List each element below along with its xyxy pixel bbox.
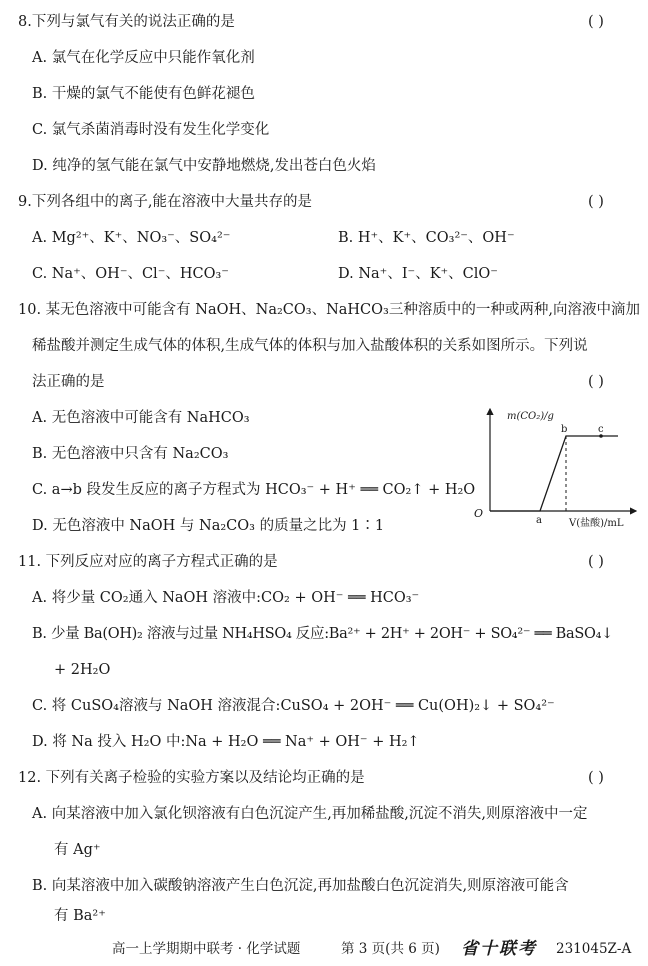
q11-option-c: C. 将 CuSO₄溶液与 NaOH 溶液混合:CuSO₄ + 2OH⁻ ══ Cu(OH)₂↓ + SO₄²⁻ (32, 698, 555, 714)
q11-option-a: A. 将少量 CO₂通入 NaOH 溶液中:CO₂ + OH⁻ ══ HCO₃⁻ (32, 590, 420, 606)
q11-answer-paren: ( ) (588, 554, 604, 570)
q12-option-a-line2: 有 Ag⁺ (54, 842, 101, 858)
graph-point-c-label: c (598, 424, 604, 435)
q8-option-c: C. 氯气杀菌消毒时没有发生化学变化 (32, 122, 270, 138)
co2-curve (490, 436, 618, 511)
q8-option-d: D. 纯净的氢气能在氯气中安静地燃烧,发出苍白色火焰 (32, 158, 376, 174)
footer-exam-title: 高一上学期期中联考 · 化学试题 (112, 941, 301, 957)
q10-stem-line3: 法正确的是 (32, 374, 105, 390)
q8-answer-paren: ( ) (588, 14, 604, 30)
graph-point-a-label: a (536, 515, 542, 526)
q9-option-c: C. Na⁺、OH⁻、Cl⁻、HCO₃⁻ (32, 266, 229, 282)
q12-stem: 12. 下列有关离子检验的实验方案以及结论均正确的是 (18, 770, 365, 786)
q12-option-b-line1: B. 向某溶液中加入碳酸钠溶液产生白色沉淀,再加盐酸白色沉淀消失,则原溶液可能含 (32, 878, 569, 894)
q8-option-a: A. 氯气在化学反应中只能作氧化剂 (32, 50, 255, 66)
q8-stem: 8.下列与氯气有关的说法正确的是 (18, 14, 235, 30)
q10-option-b: B. 无色溶液中只含有 Na₂CO₃ (32, 446, 229, 462)
q12-option-a-line1: A. 向某溶液中加入氯化钡溶液有白色沉淀产生,再加稀盐酸,沉淀不消失,则原溶液中一定 (32, 806, 588, 822)
q10-answer-paren: ( ) (588, 374, 604, 390)
page-footer (0, 937, 648, 961)
footer-brand-logo: 省十联考 (461, 939, 537, 959)
q10-co2-graph (470, 405, 640, 530)
q10-stem-line2: 稀盐酸并测定生成气体的体积,生成气体的体积与加入盐酸体积的关系如图所示。下列说 (32, 338, 588, 354)
q8-option-b: B. 干燥的氯气不能使有色鲜花褪色 (32, 86, 255, 102)
graph-point-b-label: b (561, 424, 568, 435)
q10-stem-line1: 10. 某无色溶液中可能含有 NaOH、Na₂CO₃、NaHCO₃三种溶质中的一种或两种,向溶液中滴加 (18, 302, 640, 318)
q12-answer-paren: ( ) (588, 770, 604, 786)
q9-option-b: B. H⁺、K⁺、CO₃²⁻、OH⁻ (338, 230, 515, 246)
footer-exam-code: 231045Z-A (556, 941, 632, 957)
graph-origin-label: O (474, 507, 484, 520)
q12-option-b-line2: 有 Ba²⁺ (54, 908, 106, 924)
q10-option-d: D. 无色溶液中 NaOH 与 Na₂CO₃ 的质量之比为 1∶1 (32, 518, 385, 534)
graph-y-label: m(CO₂)/g (507, 411, 554, 422)
q10-option-c: C. a→b 段发生反应的离子方程式为 HCO₃⁻ + H⁺ ══ CO₂↑ + H₂O (32, 482, 476, 498)
q11-option-b-line2: + 2H₂O (54, 662, 111, 678)
q9-stem: 9.下列各组中的离子,能在溶液中大量共存的是 (18, 194, 312, 210)
q9-answer-paren: ( ) (588, 194, 604, 210)
graph-x-label: V(盐酸)/mL (569, 518, 624, 529)
footer-page-number: 第 3 页(共 6 页) (341, 941, 440, 957)
q11-option-b-line1: B. 少量 Ba(OH)₂ 溶液与过量 NH₄HSO₄ 反应:Ba²⁺ + 2H⁺ + 2OH⁻ + SO₄²⁻ ══ BaSO₄↓ (32, 626, 613, 642)
q9-option-a: A. Mg²⁺、K⁺、NO₃⁻、SO₄²⁻ (32, 230, 231, 246)
q11-option-d: D. 将 Na 投入 H₂O 中:Na + H₂O ══ Na⁺ + OH⁻ + H₂↑ (32, 734, 420, 750)
q9-option-d: D. Na⁺、I⁻、K⁺、ClO⁻ (338, 266, 498, 282)
q11-stem: 11. 下列反应对应的离子方程式正确的是 (18, 554, 278, 570)
q10-option-a: A. 无色溶液中可能含有 NaHCO₃ (32, 410, 250, 426)
